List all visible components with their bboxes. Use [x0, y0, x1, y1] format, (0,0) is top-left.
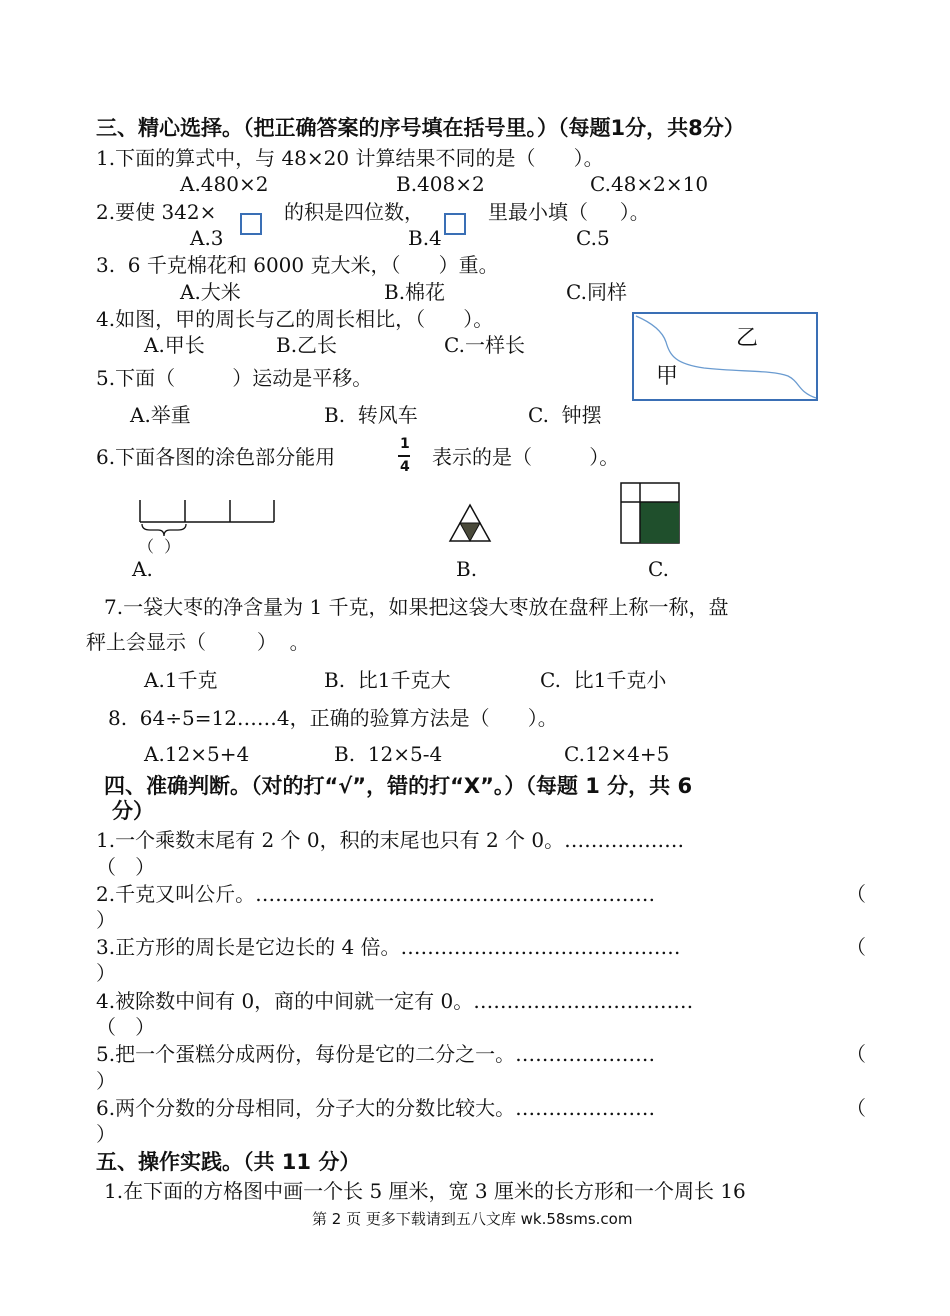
q2-option-c: C.5	[576, 226, 610, 250]
q5-option-a: A.举重	[130, 403, 191, 427]
q4-option-b: B.乙长	[276, 333, 338, 357]
page-footer: 第 2 页 更多下载请到五八文库 wk.58sms.com	[312, 1210, 633, 1228]
q7-option-a: A.1千克	[144, 668, 218, 692]
q6-stem-b: 表示的是（ ）。	[432, 445, 620, 469]
q4-label-jia: 甲	[656, 364, 679, 389]
q6-fraction-bar	[398, 455, 410, 457]
section3-heading: 三、精心选择。（把正确答案的序号填在括号里。）（每题1分，共8分）	[96, 116, 745, 140]
judge-item-6-answer: ）	[96, 1122, 116, 1146]
q3-stem: 3. 6 千克棉花和 6000 克大米，（ ）重。	[96, 253, 499, 277]
judge-item-4	[96, 991, 866, 1011]
q5-option-c: C. 钟摆	[528, 403, 602, 427]
judge-item-3	[96, 937, 866, 957]
q2-stem-c: 里最小填（ ）。	[488, 200, 650, 224]
q3-option-b: B.棉花	[384, 280, 446, 304]
q3-option-a: A.大米	[180, 280, 241, 304]
judge-item-6	[96, 1098, 866, 1118]
q1-stem: 1.下面的算式中，与 48×20 计算结果不同的是（ ）。	[96, 146, 604, 170]
q8-option-c: C.12×4+5	[564, 742, 670, 766]
q2-option-a: A.3	[190, 226, 224, 250]
q5-option-b: B. 转风车	[324, 403, 418, 427]
judge-item-2-paren-open: （	[846, 882, 866, 906]
q4-stem: 4.如图，甲的周长与乙的周长相比，（ ）。	[96, 307, 494, 331]
section5-q1: 1.在下面的方格图中画一个长 5 厘米，宽 3 厘米的长方形和一个周长 16	[104, 1179, 746, 1203]
q2-option-b: B.4	[408, 226, 442, 250]
q5-stem: 5.下面（ ）运动是平移。	[96, 366, 373, 390]
q1-option-b: B.408×2	[396, 172, 485, 196]
section4-heading-line1: 四、准确判断。（对的打“√”，错的打“X”。）（每题 1 分，共 6	[104, 774, 693, 798]
judge-item-2-text: 2.千克又叫公斤。……………………………………………………	[96, 882, 656, 906]
q6-brace-label: （ ）	[138, 537, 181, 556]
q1-option-a: A.480×2	[180, 172, 269, 196]
judge-item-1	[96, 830, 866, 850]
judge-item-2	[96, 884, 866, 904]
q8-stem: 8. 64÷5=12……4，正确的验算方法是（ ）。	[108, 706, 558, 730]
q2-stem-a: 2.要使 342×	[96, 200, 217, 224]
q7-line1: 7.一袋大枣的净含量为 1 千克，如果把这袋大枣放在盘秤上称一称，盘	[104, 595, 729, 619]
q7-option-c: C. 比1千克小	[540, 668, 667, 692]
q3-option-c: C.同样	[566, 280, 627, 304]
q1-option-c: C.48×2×10	[590, 172, 709, 196]
q6-figure-a-segment	[138, 498, 278, 538]
q2-blank-box-1	[240, 213, 262, 235]
judge-item-1-text: 1.一个乘数末尾有 2 个 0，积的末尾也只有 2 个 0。………………	[96, 828, 685, 852]
q7-option-b: B. 比1千克大	[324, 668, 451, 692]
q7-line2: 秤上会显示（ ） 。	[86, 630, 310, 654]
section5-heading: 五、操作实践。（共 11 分）	[96, 1150, 361, 1174]
q6-option-b: B.	[456, 557, 478, 581]
q2-blank-box-2	[444, 213, 466, 235]
judge-item-3-text: 3.正方形的周长是它边长的 4 倍。……………………………………	[96, 935, 681, 959]
q2-stem-b: 的积是四位数，	[284, 200, 424, 224]
judge-item-5	[96, 1044, 866, 1064]
q8-option-a: A.12×5+4	[144, 742, 250, 766]
q6-fraction-numerator: 1	[400, 436, 410, 452]
q8-option-b: B. 12×5-4	[334, 742, 443, 766]
judge-item-5-answer: ）	[96, 1069, 116, 1093]
q6-option-c: C.	[648, 557, 669, 581]
q6-fraction-denominator: 4	[400, 459, 410, 475]
q6-option-a: A.	[132, 557, 153, 581]
q6-stem-a: 6.下面各图的涂色部分能用	[96, 445, 336, 469]
q6-figure-c-square	[620, 482, 680, 544]
judge-item-4-text: 4.被除数中间有 0，商的中间就一定有 0。……………………………	[96, 989, 694, 1013]
q4-label-yi: 乙	[736, 326, 759, 351]
judge-item-3-answer: ）	[96, 961, 116, 985]
judge-item-2-answer: ）	[96, 908, 116, 932]
judge-item-6-paren-open: （	[846, 1096, 866, 1120]
q4-option-c: C.一样长	[444, 333, 525, 357]
judge-item-5-text: 5.把一个蛋糕分成两份，每份是它的二分之一。…………………	[96, 1042, 656, 1066]
section4-heading-line2: 分）	[112, 799, 154, 823]
judge-item-3-paren-open: （	[846, 935, 866, 959]
q4-option-a: A.甲长	[144, 333, 205, 357]
q6-figure-b-triangle	[448, 503, 492, 543]
judge-item-5-paren-open: （	[846, 1042, 866, 1066]
judge-item-1-answer: （ ）	[96, 855, 156, 879]
judge-item-6-text: 6.两个分数的分母相同，分子大的分数比较大。…………………	[96, 1096, 656, 1120]
judge-item-4-answer: （ ）	[96, 1015, 156, 1039]
